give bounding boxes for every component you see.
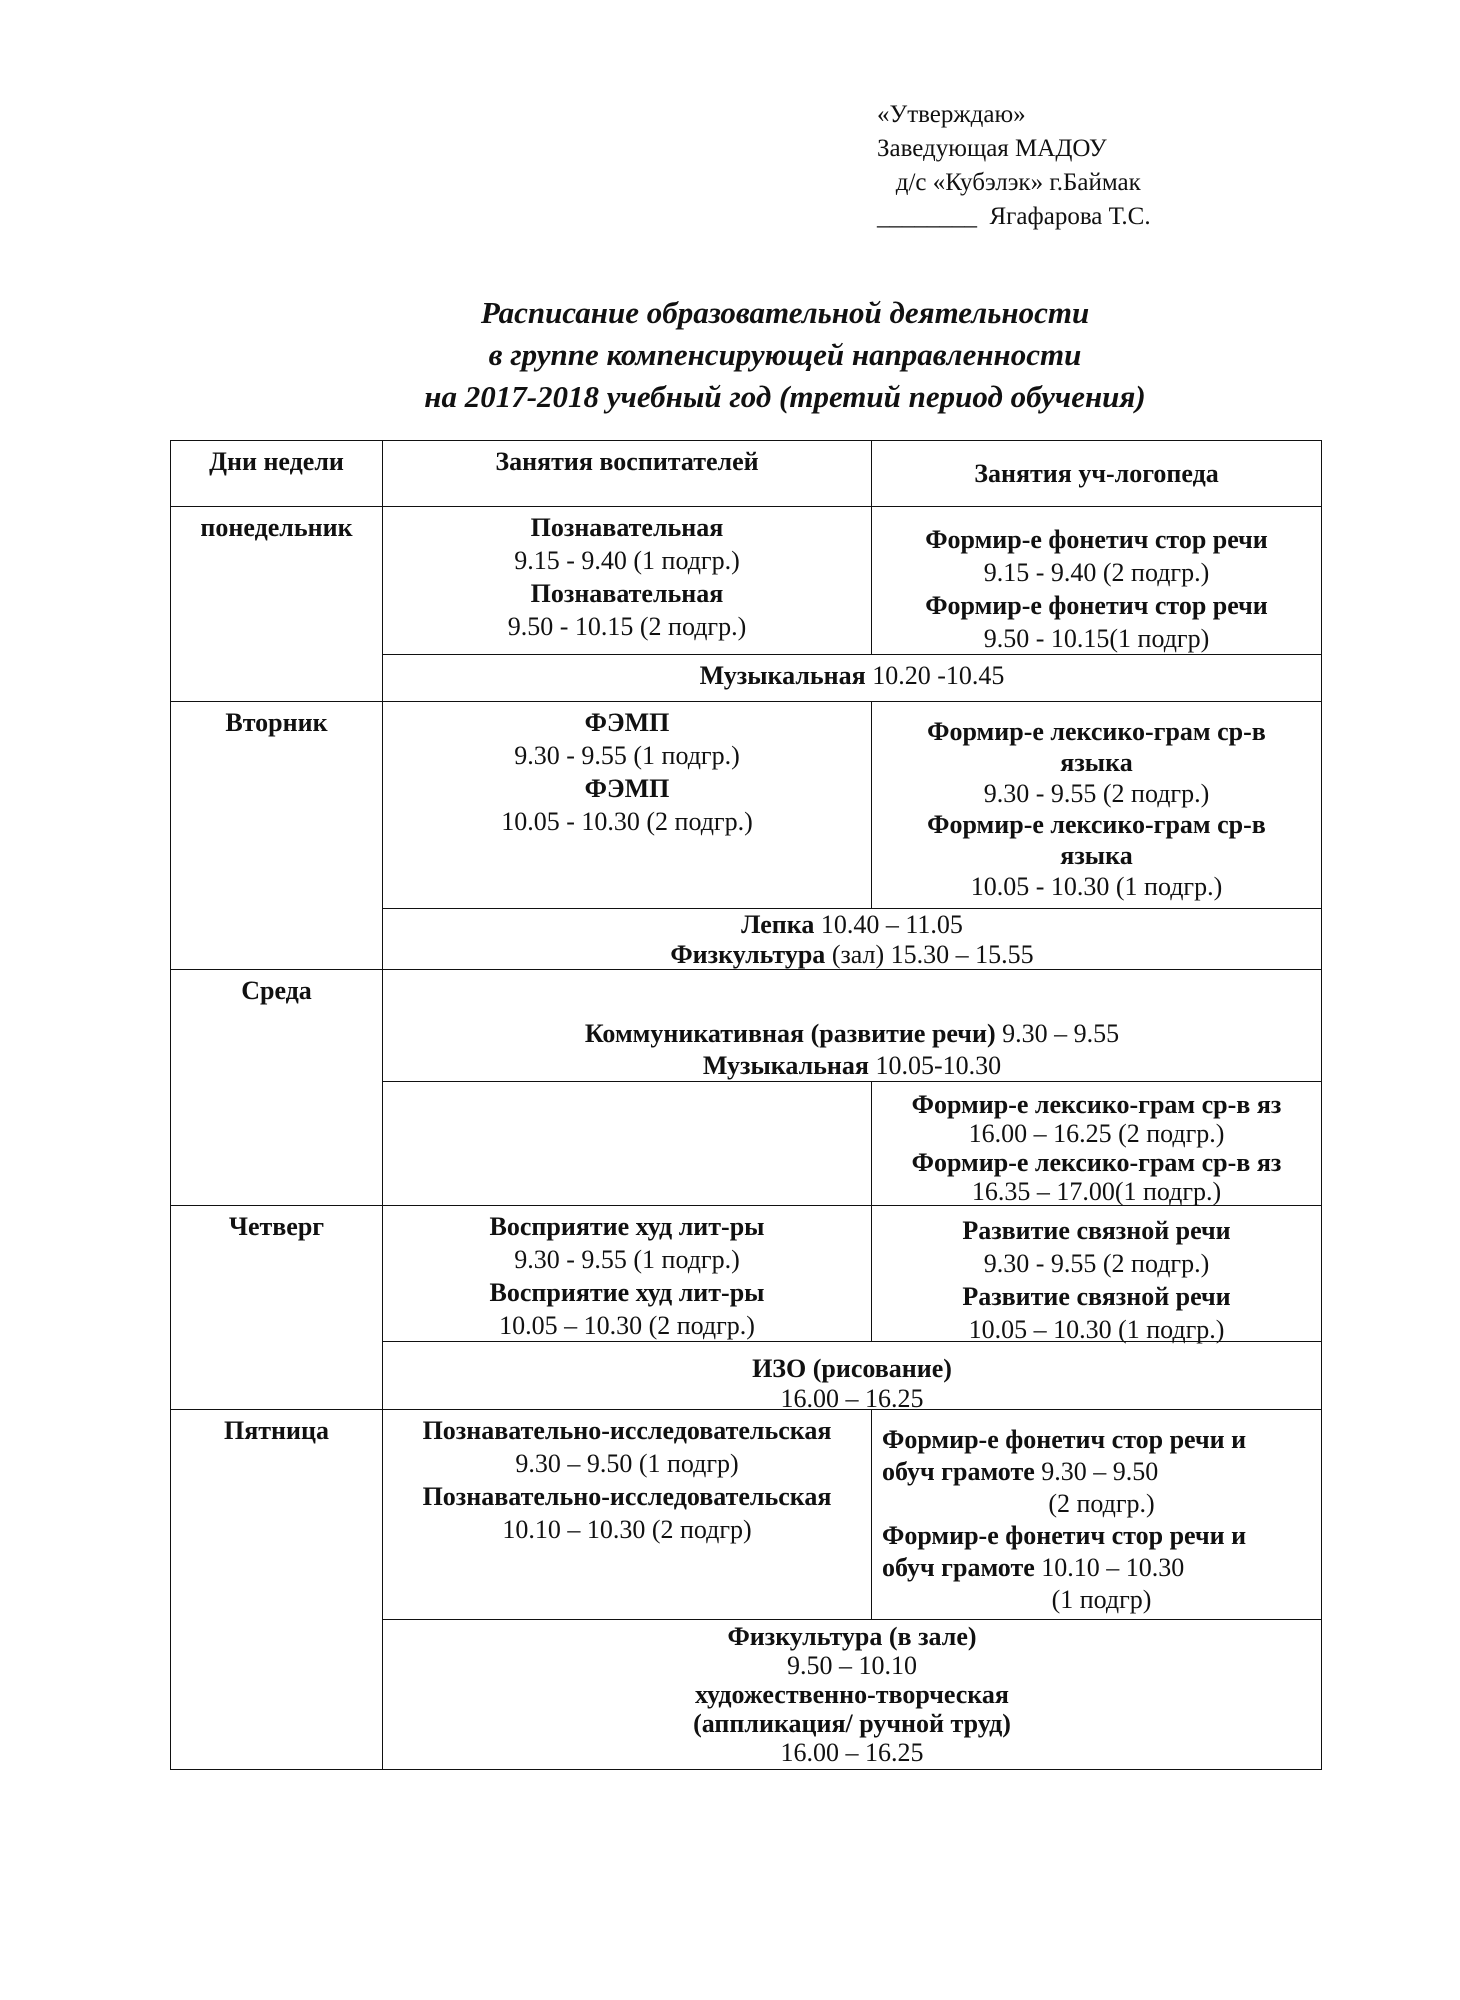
activity-name: Восприятие худ лит-ры [489, 1278, 765, 1307]
schedule-line [872, 871, 1321, 902]
schedule-line [872, 1177, 1321, 1206]
activity-name: Физкультура [670, 940, 826, 969]
activity-name: Познавательно-исследовательская [422, 1482, 832, 1511]
approval-line: «Утверждаю» [877, 101, 1026, 128]
activity-time: 10.05 – 10.30 (2 подгр.) [499, 1311, 755, 1340]
activity-time: 9.30 - 9.55 (1 подгр.) [514, 1245, 740, 1274]
activity-name: Коммуникативная (развитие речи) [584, 1019, 996, 1048]
activity-name: ФЭМП [584, 708, 670, 737]
thursday-speech-therapist [871, 1205, 1322, 1342]
schedule-line [383, 1243, 871, 1276]
activity-time: 9.50 - 10.15 (2 подгр.) [507, 612, 747, 641]
schedule-line [383, 805, 871, 838]
activity-time: 16.00 – 16.25 [780, 1384, 924, 1413]
schedule-line [383, 1513, 871, 1546]
thursday-common [382, 1341, 1322, 1413]
activity-time: 16.35 – 17.00(1 подгр.) [971, 1177, 1222, 1206]
schedule-line [872, 622, 1321, 655]
thursday-educators [382, 1205, 872, 1342]
activity-name: художественно-творческая [695, 1680, 1009, 1709]
schedule-line [383, 1480, 871, 1513]
title-line: в группе компенсирующей направленности [488, 337, 1082, 372]
schedule-line [872, 778, 1321, 809]
schedule-line [872, 1119, 1321, 1148]
schedule-line [383, 1680, 1321, 1709]
schedule-line [383, 577, 871, 610]
activity-time: 16.00 – 16.25 (2 подгр.) [968, 1119, 1225, 1148]
activity-time: 16.00 – 16.25 [780, 1738, 924, 1767]
schedule-line [383, 1276, 871, 1309]
activity-name: Пятница [223, 1416, 329, 1445]
schedule-line [872, 523, 1321, 556]
schedule-line [872, 1520, 1321, 1552]
activity-time: 10.20 -10.45 [865, 661, 1005, 690]
schedule-line [171, 1210, 382, 1243]
friday-speech-therapist [871, 1409, 1322, 1620]
day-friday [170, 1409, 383, 1770]
schedule-line [383, 1651, 1321, 1680]
schedule-line [383, 659, 1321, 692]
approval-line: д/с «Кубэлэк» г.Баймак [877, 169, 1141, 196]
activity-name: Лепка [741, 910, 815, 939]
activity-name: Восприятие худ лит-ры [489, 1212, 765, 1241]
activity-name: Формир-е лексико-грам ср-в [927, 717, 1266, 746]
activity-name: Среда [241, 976, 312, 1005]
day-thursday [170, 1205, 383, 1410]
header-days [170, 440, 383, 507]
title-line: Расписание образовательной деятельности [480, 295, 1090, 330]
schedule-line [872, 840, 1321, 871]
schedule-line [872, 1552, 1321, 1584]
schedule-line [171, 1414, 382, 1447]
activity-name: Музыкальная [699, 661, 866, 690]
activity-name: обуч грамоте [882, 1553, 1035, 1582]
activity-time: 9.15 - 9.40 (2 подгр.) [983, 558, 1210, 587]
activity-name: языка [1060, 748, 1133, 777]
monday-common [382, 654, 1322, 702]
activity-time: (1 подгр) [1051, 1585, 1152, 1614]
header-label: Занятия уч-логопеда [974, 459, 1219, 488]
header-educators [382, 440, 872, 507]
activity-time: 9.15 - 9.40 (1 подгр.) [514, 546, 740, 575]
schedule-line [872, 1214, 1321, 1247]
header-speech-therapist [871, 440, 1322, 507]
activity-time: 10.10 – 10.30 (2 подгр) [502, 1515, 752, 1544]
monday-speech-therapist [871, 506, 1322, 655]
schedule-line [872, 556, 1321, 589]
activity-time: 10.10 – 10.30 [1034, 1553, 1185, 1582]
schedule-line [383, 610, 871, 643]
activity-time: 9.30 – 9.55 [995, 1019, 1120, 1048]
activity-name: языка [1060, 841, 1133, 870]
activity-name: ИЗО (рисование) [752, 1354, 952, 1383]
activity-time: 9.50 – 10.10 [787, 1651, 917, 1680]
schedule-line [383, 739, 871, 772]
activity-time: 9.30 - 9.55 (1 подгр.) [514, 741, 740, 770]
schedule-line [872, 1584, 1321, 1616]
monday-educators [382, 506, 872, 655]
day-wednesday [170, 969, 383, 1206]
activity-time: 9.30 - 9.55 (2 подгр.) [983, 1249, 1210, 1278]
activity-time: 9.30 - 9.55 (2 подгр.) [983, 779, 1210, 808]
schedule-line [171, 974, 382, 1007]
day-tuesday [170, 701, 383, 970]
activity-name: Формир-е фонетич стор речи [925, 525, 1268, 554]
activity-time: (2 подгр.) [1048, 1489, 1155, 1518]
approval-signature-line: ________ Ягафарова Т.С. [877, 203, 1151, 230]
friday-common [382, 1619, 1322, 1770]
activity-name: Физкультура (в зале) [727, 1622, 977, 1651]
activity-name: Формир-е лексико-грам ср-в яз [911, 1148, 1282, 1177]
activity-name: (аппликация/ ручной труд) [693, 1709, 1011, 1738]
activity-name: Вторник [225, 708, 328, 737]
activity-name: ФЭМП [584, 774, 670, 803]
activity-time: 10.05-10.30 [868, 1051, 1002, 1080]
schedule-line [872, 1090, 1321, 1119]
schedule-line [383, 772, 871, 805]
wednesday-educators [382, 1081, 872, 1206]
header-label: Дни недели [209, 447, 344, 476]
schedule-line [383, 1354, 1321, 1384]
tuesday-educators [382, 701, 872, 909]
schedule-line [383, 1709, 1321, 1738]
schedule-line [383, 706, 871, 739]
activity-time: 10.40 – 11.05 [814, 910, 963, 939]
schedule-line [171, 511, 382, 544]
document-title [300, 292, 1270, 418]
activity-name: обуч грамоте [882, 1457, 1035, 1486]
tuesday-common [382, 908, 1322, 970]
approval-stamp [877, 98, 1151, 234]
day-monday [170, 506, 383, 702]
schedule-line [383, 1738, 1321, 1767]
activity-time: (зал) 15.30 – 15.55 [825, 940, 1034, 969]
schedule-line [383, 1622, 1321, 1651]
activity-name: Формир-е фонетич стор речи и [882, 1521, 1247, 1550]
title-line: на 2017-2018 учебный год (третий период обучения) [424, 379, 1146, 414]
schedule-line [872, 716, 1321, 747]
schedule-line [383, 1210, 871, 1243]
activity-name: Познавательная [530, 513, 724, 542]
activity-time: 10.05 – 10.30 (1 подгр.) [968, 1315, 1225, 1344]
approval-line: Заведующая МАДОУ [877, 135, 1107, 162]
activity-time: 9.30 – 9.50 (1 подгр) [515, 1449, 739, 1478]
activity-time: 10.05 - 10.30 (2 подгр.) [501, 807, 753, 836]
activity-name: Формир-е фонетич стор речи и [882, 1425, 1247, 1454]
activity-time: 9.50 - 10.15(1 подгр) [983, 624, 1210, 653]
schedule-line [872, 1148, 1321, 1177]
wednesday-common [382, 969, 1322, 1082]
schedule-line [383, 1447, 871, 1480]
schedule-line [383, 1309, 871, 1342]
schedule-line [872, 809, 1321, 840]
activity-name: Четверг [228, 1212, 325, 1241]
schedule-line [383, 1018, 1321, 1050]
tuesday-speech-therapist [871, 701, 1322, 909]
activity-name: Формир-е лексико-грам ср-в [927, 810, 1266, 839]
schedule-line [872, 747, 1321, 778]
schedule-line [383, 511, 871, 544]
schedule-line [872, 1280, 1321, 1313]
activity-name: Развитие связной речи [962, 1282, 1231, 1311]
schedule-line [872, 1247, 1321, 1280]
schedule-line [872, 1456, 1321, 1488]
activity-name: Музыкальная [702, 1051, 869, 1080]
activity-time: 9.30 – 9.50 [1034, 1457, 1159, 1486]
schedule-line [872, 1488, 1321, 1520]
schedule-line [383, 940, 1321, 970]
schedule-line [383, 1414, 871, 1447]
activity-name: Развитие связной речи [962, 1216, 1231, 1245]
schedule-line [383, 1050, 1321, 1082]
activity-name: Познавательно-исследовательская [422, 1416, 832, 1445]
activity-name: понедельник [200, 513, 353, 542]
activity-name: Формир-е лексико-грам ср-в яз [911, 1090, 1282, 1119]
wednesday-speech-therapist [871, 1081, 1322, 1206]
activity-name: Познавательная [530, 579, 724, 608]
friday-educators [382, 1409, 872, 1620]
schedule-line [872, 589, 1321, 622]
schedule-line [383, 910, 1321, 940]
schedule-line [171, 706, 382, 739]
header-label: Занятия воспитателей [495, 447, 759, 476]
activity-name: Формир-е фонетич стор речи [925, 591, 1268, 620]
schedule-line [383, 544, 871, 577]
activity-time: 10.05 - 10.30 (1 подгр.) [970, 872, 1223, 901]
schedule-line [872, 1424, 1321, 1456]
